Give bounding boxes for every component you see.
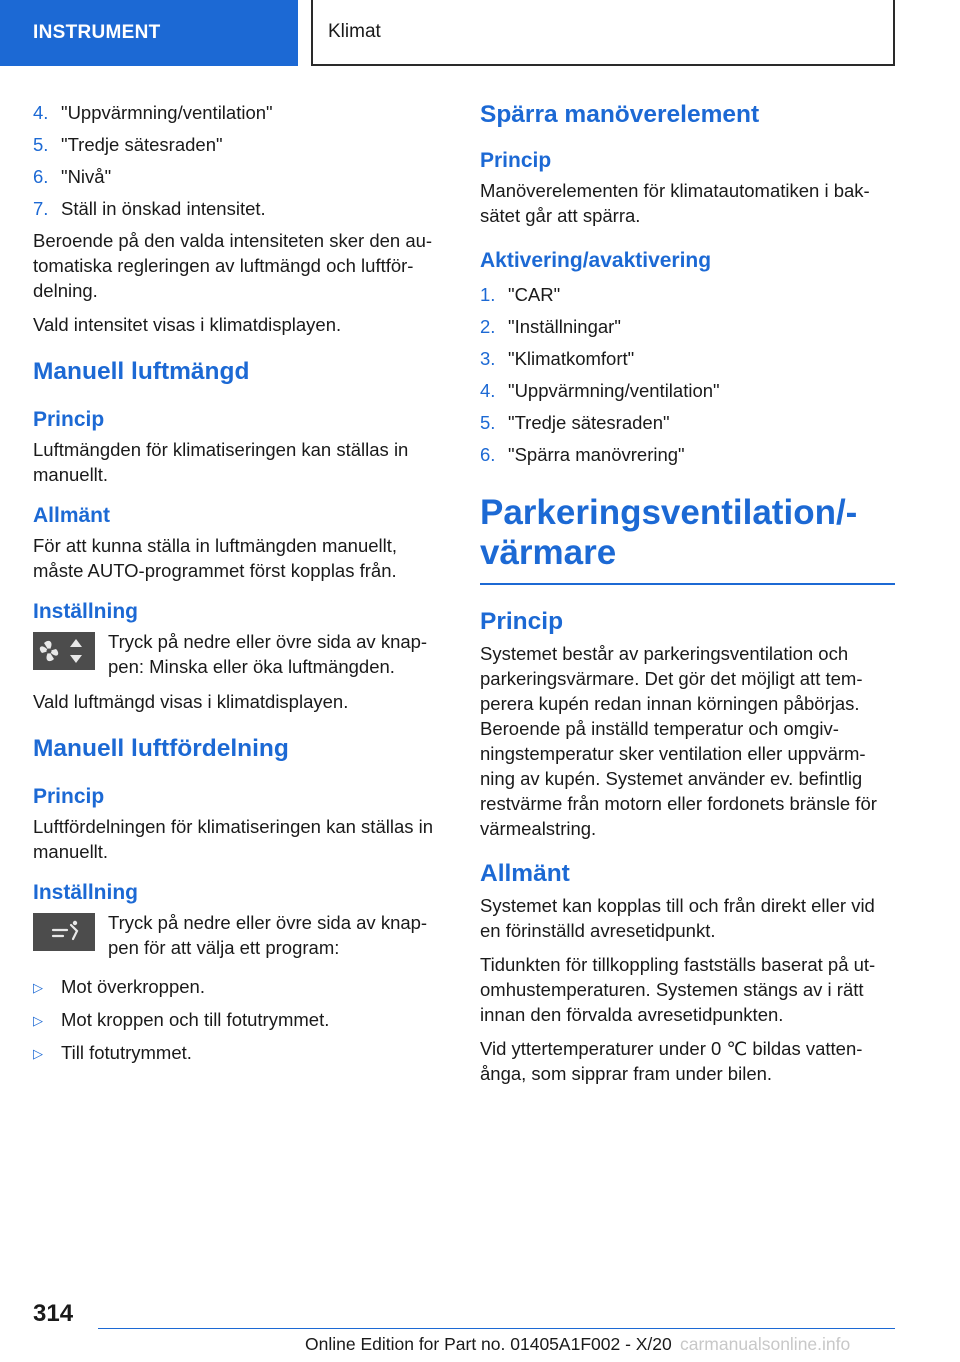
dist-principle-text: Luftfördelningen för klimatiseringen kan ställas in manuellt. [33, 816, 434, 862]
dist-setting-row [33, 910, 448, 960]
list-number: 2. [480, 316, 496, 337]
list-item [480, 378, 895, 403]
heading-lock-principle: Princip [480, 149, 552, 172]
list-number: 7. [33, 198, 49, 219]
heading-manual-air-volume: Manuell luftmängd [33, 358, 250, 385]
fan-button-icon [33, 632, 95, 670]
list-text: "Klimatkomfort" [508, 348, 635, 369]
list-item [33, 1007, 448, 1033]
parking-general-text-1: Systemet kan kopplas till och från direkt eller vid en förinställd avresetidpunkt. [480, 895, 875, 941]
heading-manual-air-distribution: Manuell luftfördelning [33, 735, 289, 762]
parking-general-text-3: Vid yttertemperaturer under 0 ℃ bildas vatten-ånga, som sipprar fram under bilen. [480, 1038, 863, 1084]
list-item [33, 100, 448, 125]
list-text: "Spärra manövrering" [508, 444, 685, 465]
list-number: 6. [480, 444, 496, 465]
list-text: "CAR" [508, 284, 561, 305]
heading-lock-activation: Aktivering/avaktivering [480, 249, 712, 272]
list-item [33, 132, 448, 157]
right-column [480, 100, 895, 1095]
list-number: 3. [480, 348, 496, 369]
list-text: Mot kroppen och till fotutrymmet. [61, 1009, 330, 1030]
list-text: "Uppvärmning/ventilation" [61, 102, 273, 123]
list-number: 5. [33, 134, 49, 155]
heading-parking-ventilation-line1: Parkeringsventilation/- [480, 493, 858, 532]
list-item [33, 196, 448, 221]
heading-dist-setting: Inställning [33, 881, 138, 904]
list-item [480, 314, 895, 339]
heading-air-general: Allmänt [33, 504, 111, 527]
steps-list-continued [33, 100, 448, 221]
list-item [480, 442, 895, 467]
list-item [33, 1040, 448, 1066]
parking-principle-text: Systemet består av parkeringsventilation och parkeringsvärmare. Det gör det möjligt att tem-perera kupén redan innan körningen påbörjas. Beroende på inställd temperatur och omgiv-ningstemperatur sker ventilation eller uppvärm-ning av kupén. Systemet använder ev. befintlig restvärme från motorn eller fordonets bränsle för värmealstring. [480, 643, 877, 839]
list-text: Ställ in önskad intensitet. [61, 198, 266, 219]
triangle-bullet-icon: ▷ [33, 980, 43, 995]
list-number: 5. [480, 412, 496, 433]
list-text: "Tredje sätesraden" [61, 134, 223, 155]
air-distribution-button-icon [33, 913, 95, 951]
heading-dist-principle: Princip [33, 785, 105, 808]
program-bullets [33, 974, 448, 1066]
page-number: 314 [33, 1300, 74, 1327]
footer-divider [98, 1328, 895, 1329]
list-text: "Nivå" [61, 166, 112, 187]
lock-steps-list [480, 282, 895, 467]
intensity-display-paragraph: Vald intensitet visas i klimatdisplayen. [33, 314, 342, 335]
dist-setting-text: Tryck på nedre eller övre sida av knap-pen för att välja ett program: [108, 912, 428, 958]
list-item [33, 974, 448, 1000]
list-text: "Uppvärmning/ventilation" [508, 380, 720, 401]
intensity-paragraph: Beroende på den valda intensiteten sker den au-tomatiska regleringen av luftmängd och luftför-delning. [33, 230, 433, 301]
air-general-text: För att kunna ställa in luftmängden manuellt, måste AUTO-programmet först kopplas från. [33, 535, 398, 581]
left-column [33, 100, 448, 1073]
air-setting-row [33, 629, 448, 679]
triangle-bullet-icon: ▷ [33, 1046, 43, 1061]
heading-parking-general: Allmänt [480, 860, 570, 887]
heading-parking-principle: Princip [480, 608, 564, 635]
list-number: 4. [480, 380, 496, 401]
footer-edition: Online Edition for Part no. 01405A1F002 - X/20 [305, 1334, 672, 1354]
list-item [480, 346, 895, 371]
section-title: INSTRUMENT [33, 22, 161, 43]
heading-air-setting: Inställning [33, 600, 138, 623]
air-setting-text: Tryck på nedre eller övre sida av knap-pen: Minska eller öka luftmängden. [108, 631, 428, 677]
heading-air-principle: Princip [33, 408, 105, 431]
heading-parking-ventilation-line2: värmare [480, 533, 617, 572]
list-number: 1. [480, 284, 496, 305]
chapter-title: Klimat [328, 21, 381, 42]
list-item [33, 164, 448, 189]
list-text: "Inställningar" [508, 316, 621, 337]
lock-principle-text: Manöverelementen för klimatautomatiken i bak-sätet går att spärra. [480, 180, 870, 226]
section-tab[interactable] [0, 0, 298, 66]
heading-lock-controls: Spärra manöverelement [480, 101, 760, 128]
list-number: 6. [33, 166, 49, 187]
triangle-bullet-icon: ▷ [33, 1013, 43, 1028]
list-item [480, 282, 895, 307]
list-text: Mot överkroppen. [61, 976, 205, 997]
list-text: Till fotutrymmet. [61, 1042, 192, 1063]
heading-parking-block [480, 493, 895, 585]
air-principle-text: Luftmängden för klimatiseringen kan ställas in manuellt. [33, 439, 409, 485]
list-item [480, 410, 895, 435]
chapter-tab [311, 0, 895, 66]
parking-general-text-2: Tidunkten för tillkoppling fastställs baserat på ut-omhustemperaturen. Systemen stängs av i rätt innan den förvalda avresetidpunkten. [480, 954, 876, 1025]
list-number: 4. [33, 102, 49, 123]
list-text: "Tredje sätesraden" [508, 412, 670, 433]
air-display-text: Vald luftmängd visas i klimatdisplayen. [33, 691, 349, 712]
footer-watermark: carmanualsonline.info [680, 1334, 851, 1354]
